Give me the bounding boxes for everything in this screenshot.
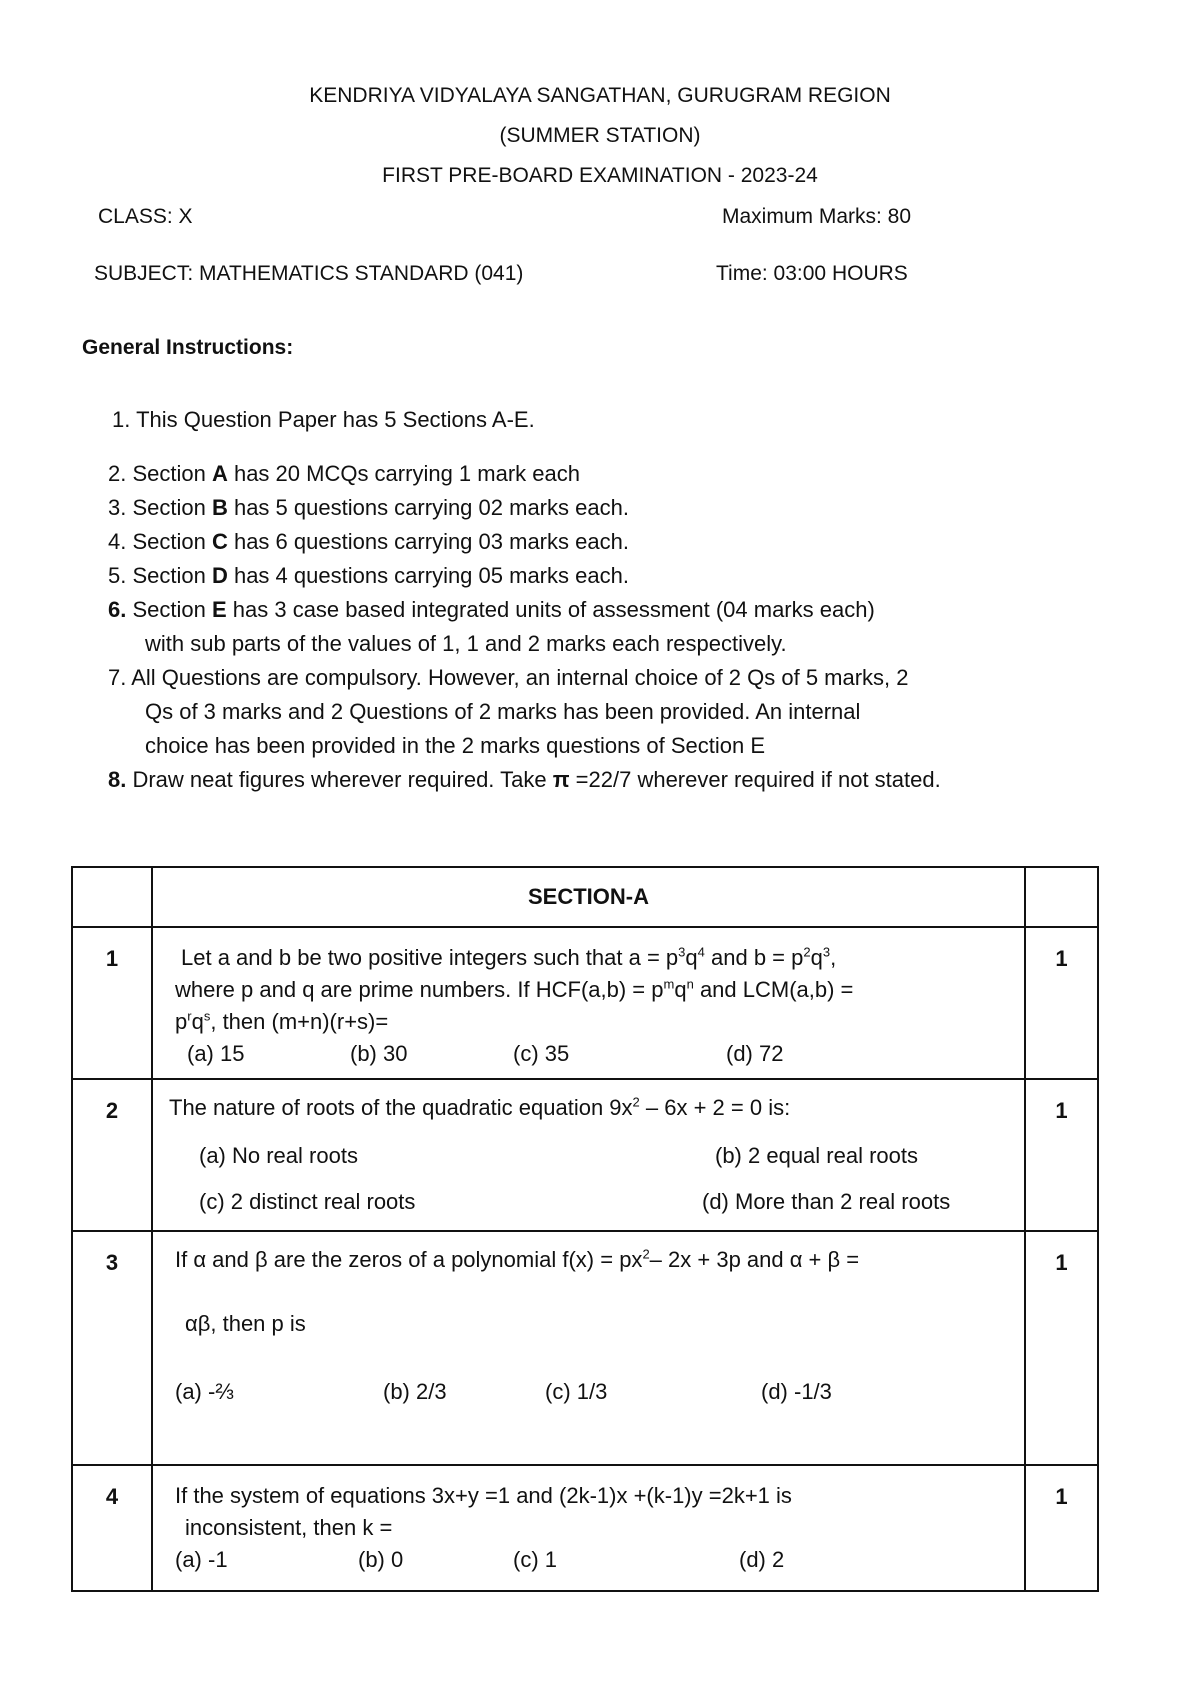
question-number: 1 (72, 927, 152, 1079)
question-marks: 1 (1025, 1079, 1098, 1231)
question-row-1 (72, 927, 1098, 1079)
instruction-3: 3. Section B has 5 questions carrying 02 marks each. (108, 495, 629, 520)
instruction-7-cont-2: choice has been provided in the 2 marks questions of Section E (145, 733, 766, 758)
option-c: (c) 1/3 (545, 1379, 608, 1404)
instructions-title: General Instructions: (82, 336, 294, 359)
option-c: (c) 1 (513, 1547, 557, 1572)
instruction-5: 5. Section D has 4 questions carrying 05 marks each. (108, 563, 629, 588)
option-d: (d) 72 (726, 1041, 784, 1066)
question-number: 3 (72, 1231, 152, 1465)
option-a: (a) -1 (175, 1547, 228, 1572)
question-row-3 (72, 1231, 1098, 1465)
question-number: 2 (72, 1079, 152, 1231)
question-number: 4 (72, 1465, 152, 1591)
question-text: Let a and b be two positive integers such that $a = p^3q^4$ and $b = p^2q^3$, where p and q are prime numbers. If $HCF(a,b) = p^mq^n$ and LCM(a,b) = $p^rq^s$, then (m+n)(r+s)= (a) 15 (b) 30 (c) 35 (d) 72 (152, 927, 1025, 1079)
class-label: CLASS: X (98, 205, 193, 228)
option-a: (a) 15 (187, 1041, 245, 1066)
option-d: (d) More than 2 real roots (702, 1189, 951, 1214)
header-title: KENDRIYA VIDYALAYA SANGATHAN, GURUGRAM REGION (309, 84, 891, 107)
question-marks: 1 (1025, 1465, 1098, 1591)
instruction-7: 7. All Questions are compulsory. However, an internal choice of 2 Qs of 5 marks, 2 (108, 665, 909, 690)
question-marks: 1 (1025, 1231, 1098, 1465)
instruction-1: 1. This Question Paper has 5 Sections A-E. (112, 407, 535, 432)
section-title: SECTION-A (152, 867, 1025, 927)
question-text: If the system of equations 3x+y =1 and (2k-1)x +(k-1)y =2k+1 is inconsistent, then k = (a) -1 (b) 0 (c) 1 (d) 2 (152, 1465, 1025, 1591)
instruction-6-cont: with sub parts of the values of 1, 1 and 2 marks each respectively. (145, 631, 787, 656)
instruction-2: 2. Section A has 20 MCQs carrying 1 mark each (108, 461, 580, 486)
question-text: If α and β are the zeros of a polynomial $f(x) = px^2-$ 2x + 3p and α + β = αβ, then p is (a) -⅔ (b) 2/3 (c) 1/3 (d) -1/3 (152, 1231, 1025, 1465)
option-b: (b) 0 (358, 1547, 404, 1572)
option-d: (d) -1/3 (761, 1379, 832, 1404)
question-marks: 1 (1025, 927, 1098, 1079)
question-text: The nature of roots of the quadratic equation $9x^2 - 6x + 2 = 0$ is: (a) No real roots (b) 2 equal real roots (c) 2 distinct real roots (d) More than 2 real roots (152, 1079, 1025, 1231)
option-a: (a) -⅔ (175, 1379, 234, 1404)
option-b: (b) 30 (350, 1041, 408, 1066)
option-c: (c) 2 distinct real roots (199, 1189, 416, 1214)
question-row-4 (72, 1465, 1098, 1591)
option-a: (a) No real roots (199, 1143, 358, 1168)
option-d: (d) 2 (739, 1547, 785, 1572)
instruction-7-cont-1: Qs of 3 marks and 2 Questions of 2 marks has been provided. An internal (145, 699, 861, 724)
question-row-2 (72, 1079, 1098, 1231)
header-subtitle: (SUMMER STATION) (499, 124, 701, 147)
max-marks: Maximum Marks: 80 (722, 205, 912, 228)
subject-label: SUBJECT: MATHEMATICS STANDARD (041) (94, 262, 524, 285)
time-label: Time: 03:00 HOURS (716, 262, 908, 285)
instruction-4: 4. Section C has 6 questions carrying 03 marks each. (108, 529, 629, 554)
instruction-6: 6. Section E has 3 case based integrated units of assessment (04 marks each) (108, 597, 875, 622)
exam-title: FIRST PRE-BOARD EXAMINATION - 2023-24 (382, 164, 818, 187)
option-c: (c) 35 (513, 1041, 570, 1066)
option-b: (b) 2 equal real roots (715, 1143, 918, 1168)
section-header-row (72, 867, 1098, 927)
instruction-8: 8. Draw neat figures wherever required. Take π =22/7 wherever required if not stated. (108, 767, 941, 792)
question-table (71, 866, 1099, 1592)
option-b: (b) 2/3 (383, 1379, 447, 1404)
